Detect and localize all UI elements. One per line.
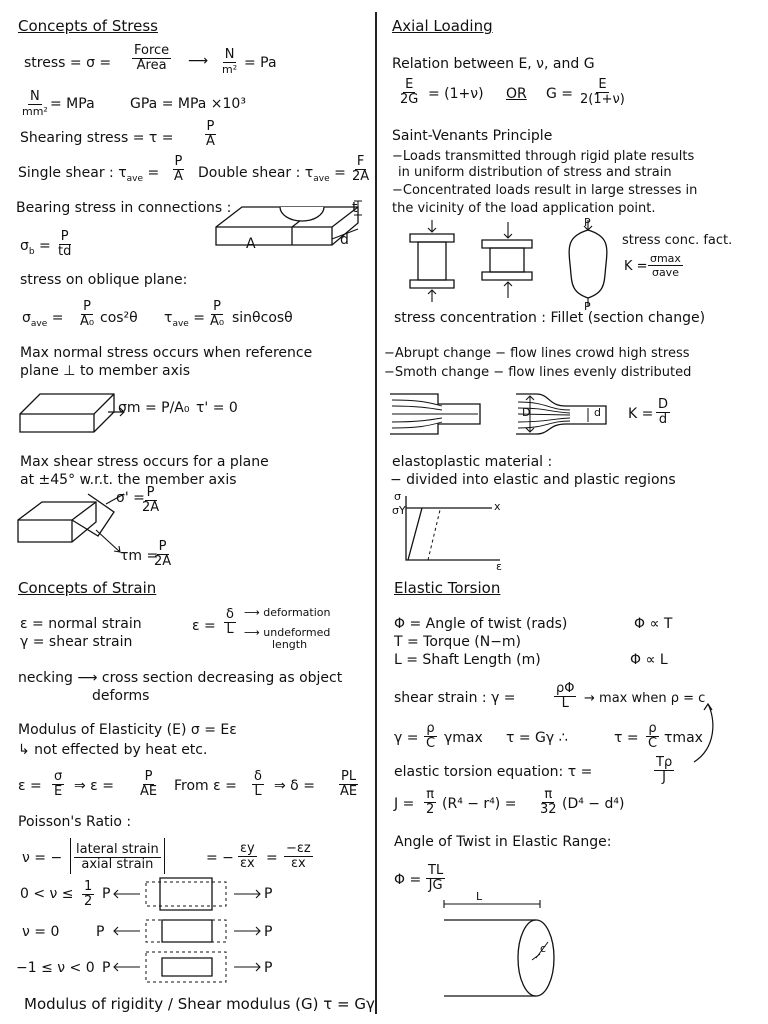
tau-g: τ = Gγ ∴ — [506, 730, 568, 746]
strain-eps-den: L — [226, 622, 234, 637]
graph-x: x — [494, 500, 501, 513]
j-a-fraction — [424, 788, 436, 817]
strain-undeformed-2: length — [272, 638, 308, 651]
eps-b-lhs: ⇒ ε = — [74, 778, 114, 794]
poisson-case2-p-left: P — [96, 924, 105, 940]
shear-strain-num: ρΦ — [556, 681, 575, 696]
max-normal-line-2: plane ⊥ to member axis — [20, 363, 191, 379]
max-shear-sigma-lhs: σ' = — [116, 490, 145, 506]
j-b-num: π — [544, 787, 553, 802]
shear-strain-den: L — [561, 696, 569, 711]
phi-prop-l: Φ ∝ L — [630, 652, 668, 668]
poisson-case2-p-right: P — [264, 924, 273, 940]
poisson-d2: εx — [240, 856, 255, 871]
shear-strain-fraction — [554, 682, 576, 711]
fillet-k-den: d — [658, 412, 668, 427]
eps-a-num: σ — [54, 769, 63, 784]
poisson-eq3: = — [266, 850, 278, 866]
eps-a-lhs: ε = — [18, 778, 42, 794]
max-shear-sigma-fraction — [140, 486, 161, 515]
single-shear-fraction — [172, 155, 185, 184]
strain-undeformed-1: ⟶ undeformed — [244, 626, 331, 639]
rel-b-den: 2(1+ν) — [580, 92, 625, 107]
single-shear-eq: = — [147, 165, 160, 181]
rigidity-line: Modulus of rigidity / Shear modulus (G) τ = Gγ — [24, 995, 375, 1013]
bearing-sub: b — [28, 246, 35, 257]
eps-b-num: P — [144, 769, 153, 784]
tau-den: C — [648, 736, 658, 751]
column-divider — [375, 12, 377, 1014]
shaft-l-label: L — [476, 890, 483, 903]
shear-strain-rhs: → max when ρ = c — [584, 691, 706, 706]
rel-b-num: E — [598, 77, 607, 92]
conc-k-fraction — [648, 252, 683, 279]
double-shear-fraction — [350, 155, 371, 184]
bearing-label-a: A — [246, 236, 256, 252]
double-shear-label: Double shear : τ — [198, 165, 314, 181]
strain-deform: ⟶ deformation — [244, 606, 331, 619]
j-a-den: 2 — [426, 802, 435, 817]
single-shear-label: Single shear : τ — [18, 165, 127, 181]
poisson-case3-p-right: P — [264, 960, 273, 976]
poisson-n2: εy — [240, 841, 255, 856]
max-shear-tau-den: 2A — [154, 554, 172, 569]
poisson-mid: = − — [206, 850, 234, 866]
poisson-case3-p-left: P — [102, 960, 111, 976]
oblique-tau-num: P — [213, 299, 221, 314]
bearing-fraction — [56, 230, 73, 259]
rel-b-lhs: G = — [546, 86, 574, 102]
abrupt-line: −Abrupt change − flow lines crowd high stress — [384, 346, 690, 361]
fillet-k-num: D — [658, 397, 669, 412]
mpa-den: mm² — [22, 105, 48, 118]
oblique-tau-eq: = — [193, 310, 206, 326]
rel-a-fraction — [398, 78, 420, 107]
mpa-fraction — [20, 90, 50, 118]
bearing-num: P — [60, 229, 69, 244]
oblique-tau-fraction — [208, 300, 226, 329]
bearing-eq: = — [39, 238, 51, 254]
stress-def-arrow: ⟶ — [188, 53, 209, 69]
conc-fact: stress conc. fact. — [622, 233, 733, 248]
shear-den: A — [206, 134, 215, 149]
poisson-frac-3 — [284, 842, 313, 871]
strain-heading: Concepts of Strain — [18, 579, 157, 597]
shear-num: P — [206, 119, 215, 134]
t-def: T = Torque (N−m) — [394, 634, 522, 650]
fillet-line: stress concentration : Fillet (section change) — [394, 310, 706, 326]
eps-b-fraction — [138, 770, 159, 799]
saint-line-2: in uniform distribution of stress and strain — [398, 165, 672, 180]
oblique-sigma-fraction — [78, 300, 96, 329]
poisson-heading: Poisson's Ratio : — [18, 814, 132, 830]
single-shear-lhs — [18, 165, 159, 188]
torsion-eq-lhs: elastic torsion equation: τ = — [394, 764, 593, 780]
poisson-case2: ν = 0 — [22, 924, 60, 940]
torsion-eq-den: J — [662, 770, 667, 785]
bearing-line: Bearing stress in connections : — [16, 200, 232, 216]
oblique-tau-rhs: sinθcosθ — [232, 310, 293, 326]
rel-a-num: E — [405, 77, 414, 92]
poisson-den: axial strain — [81, 857, 154, 872]
graph-eps: ε — [496, 560, 502, 573]
stress-unit-num: N — [224, 47, 235, 62]
conc-k-den: σave — [651, 266, 679, 279]
necking-line-2: deforms — [92, 688, 150, 704]
stress-def-lhs: stress = σ = — [24, 55, 112, 71]
oblique-sigma-num: P — [83, 299, 91, 314]
eps-d-den: AE — [340, 784, 358, 799]
single-shear-sub: ave — [126, 173, 144, 184]
j-b-rhs: (D⁴ − d⁴) — [562, 796, 625, 812]
oblique-sigma: σ — [22, 310, 31, 326]
gamma-fraction — [424, 722, 437, 751]
l-def: L = Shaft Length (m) — [394, 652, 541, 668]
bearing-den: td — [58, 244, 72, 259]
oblique-tau-lhs — [164, 310, 205, 333]
max-normal-block-figure — [18, 390, 128, 436]
strain-eps-fraction — [224, 608, 236, 637]
saint-line-1: −Loads transmitted through rigid plate results — [392, 149, 695, 164]
double-shear-sub: ave — [313, 173, 330, 184]
graph-sigma-y: σY — [392, 504, 406, 517]
max-shear-sigma-den: 2A — [142, 500, 160, 515]
rel-or: OR — [506, 86, 527, 102]
oblique-tau: τ — [164, 310, 173, 326]
poisson-bars-figure — [110, 874, 273, 986]
j-lhs: J = — [394, 796, 415, 812]
bearing-sigma: σ — [20, 238, 29, 254]
eps-a-den: E — [54, 784, 63, 799]
eps-from: From ε = — [174, 778, 237, 794]
poisson-case1-fraction — [82, 880, 94, 909]
max-normal-line-1: Max normal stress occurs when reference — [20, 345, 313, 361]
eps-d-lhs: ⇒ δ = — [274, 778, 315, 794]
eps-d-num: PL — [341, 769, 357, 784]
saint-line-4: the vicinity of the load application point. — [392, 201, 656, 216]
strain-shear: γ = shear strain — [20, 634, 133, 650]
fillet-k-lhs: K = — [628, 406, 654, 422]
saint-line-3: −Concentrated loads result in large stresses in — [392, 183, 698, 198]
tau-num: ρ — [648, 721, 657, 736]
modulus-line: Modulus of Elasticity (E) σ = Eε — [18, 722, 237, 738]
bearing-lhs — [20, 238, 51, 261]
poisson-case1-p-right: P — [264, 886, 273, 902]
angle-den: JG — [428, 878, 443, 893]
oblique-line: stress on oblique plane: — [20, 272, 188, 288]
elasto-line-1: elastoplastic material : — [392, 454, 553, 470]
poisson-lhs: ν = − — [22, 850, 63, 866]
fillet-k-fraction — [656, 398, 670, 427]
conc-p-bottom: P — [584, 300, 591, 313]
gamma-rhs: γmax — [444, 730, 483, 746]
max-shear-line-2: at ±45° w.r.t. the member axis — [20, 472, 237, 488]
mpa-rhs: = MPa — [50, 96, 95, 112]
max-shear-tau-fraction — [152, 540, 173, 569]
poisson-case3: −1 ≤ ν < 0 — [16, 960, 95, 976]
fillet-D-label: D — [522, 406, 531, 419]
stress-unit-den: m² — [222, 63, 238, 76]
stress-unit-rhs: = Pa — [244, 55, 277, 71]
max-shear-tau-num: P — [158, 539, 167, 554]
tau-fraction — [646, 722, 659, 751]
oblique-tau-sub: ave — [172, 318, 189, 329]
rel-a-rhs: = (1+ν) — [428, 86, 484, 102]
eps-d-fraction — [338, 770, 359, 799]
eps-c-den: L — [254, 784, 262, 799]
poisson-n3: −εz — [286, 841, 311, 856]
phi-prop-t: Φ ∝ T — [634, 616, 673, 632]
j-b-fraction — [538, 788, 559, 817]
eps-c-num: δ — [254, 769, 262, 784]
shear-strain-lhs: shear strain : γ = — [394, 690, 516, 706]
poisson-d3: εx — [291, 856, 306, 871]
j-a-rhs: (R⁴ − r⁴) = — [442, 796, 517, 812]
bearing-label-d: d — [340, 232, 349, 248]
max-shear-sigma-num: P — [146, 485, 155, 500]
saint-venant-figure — [404, 216, 624, 308]
gpa-line: GPa = MPa ×10³ — [130, 96, 246, 112]
poisson-case1: 0 < ν ≤ — [20, 886, 74, 902]
max-shear-line-1: Max shear stress occurs for a plane — [20, 454, 269, 470]
max-shear-tau-lhs: τm = — [120, 548, 159, 564]
torsion-heading: Elastic Torsion — [394, 579, 501, 597]
gamma-lhs: γ = — [394, 730, 419, 746]
oblique-sigma-sub: ave — [30, 318, 48, 329]
tau-rhs: τmax — [664, 730, 703, 746]
poisson-abs-bars — [70, 838, 165, 874]
double-shear-lhs — [198, 165, 346, 188]
eps-c-fraction — [252, 770, 264, 799]
strain-normal: ε = normal strain — [20, 616, 142, 632]
angle-num: TL — [428, 863, 444, 878]
oblique-sigma-lhs — [22, 310, 63, 333]
poisson-fraction — [74, 843, 161, 872]
shear-lhs: Shearing stress = τ = — [20, 130, 174, 146]
oblique-sigma-rhs: cos²θ — [100, 310, 138, 326]
poisson-num: lateral strain — [76, 842, 159, 857]
conc-k-num: σmax — [650, 252, 681, 265]
shaft-c-label: c — [540, 942, 547, 955]
max-normal-tau: τ' = 0 — [196, 400, 238, 416]
poisson-frac-2 — [238, 842, 257, 871]
conc-k-lhs: K = — [624, 259, 648, 274]
stress-def-fraction — [132, 44, 171, 73]
stress-def-den: Area — [136, 58, 167, 73]
poisson-case1-p-left: P — [102, 886, 111, 902]
poisson-case1-num: 1 — [84, 879, 93, 894]
stress-unit-fraction — [220, 48, 239, 76]
necking-line-1: necking ⟶ cross section decreasing as object — [18, 670, 343, 686]
eps-a-fraction — [52, 770, 64, 799]
rel-b-fraction — [578, 78, 627, 107]
eps-b-den: AE — [140, 784, 158, 799]
oblique-tau-den: A₀ — [210, 314, 225, 329]
j-b-den: 32 — [540, 802, 557, 817]
double-shear-eq: = — [334, 165, 346, 181]
angle-heading: Angle of Twist in Elastic Range: — [394, 834, 612, 850]
conc-p-top: P — [584, 216, 591, 229]
bearing-label-t: t — [352, 200, 358, 216]
axial-heading: Axial Loading — [392, 17, 493, 35]
mpa-num: N — [30, 89, 40, 104]
j-a-num: π — [426, 787, 435, 802]
shear-fraction — [204, 120, 217, 149]
smooth-line: −Smoth change − flow lines evenly distributed — [384, 365, 692, 380]
single-num: P — [174, 154, 183, 169]
strain-eps-lhs: ε = — [192, 618, 216, 634]
double-den: 2A — [352, 169, 370, 184]
angle-fraction — [426, 864, 445, 893]
gamma-num: ρ — [426, 721, 435, 736]
strain-eps-num: δ — [226, 607, 234, 622]
double-num: F — [356, 154, 365, 169]
modulus-note: ↳ not effected by heat etc. — [18, 742, 208, 758]
relation-line: Relation between E, ν, and G — [392, 56, 595, 72]
saint-heading: Saint-Venants Principle — [392, 128, 553, 144]
stress-heading: Concepts of Stress — [18, 17, 158, 35]
fillet-d-label: d — [594, 406, 601, 419]
torsion-eq-num: Tρ — [656, 755, 673, 770]
tau-lhs: τ = — [614, 730, 639, 746]
oblique-sigma-den: A₀ — [80, 314, 95, 329]
poisson-case1-den: 2 — [84, 894, 93, 909]
rel-a-den: 2G — [400, 92, 419, 107]
gamma-den: C — [426, 736, 436, 751]
angle-lhs: Φ = — [394, 872, 422, 888]
single-den: A — [174, 169, 183, 184]
torsion-eq-fraction — [654, 756, 674, 785]
max-normal-sigma: σm = P/A₀ — [118, 400, 190, 416]
elasto-line-2: − divided into elastic and plastic regions — [390, 472, 676, 488]
phi-def: Φ = Angle of twist (rads) — [394, 616, 568, 632]
tau-link-arrow — [690, 700, 720, 766]
oblique-sigma-eq: = — [51, 310, 64, 326]
stress-def-num: Force — [134, 43, 170, 58]
graph-sigma: σ — [394, 490, 401, 503]
elastoplastic-graph — [404, 494, 504, 564]
